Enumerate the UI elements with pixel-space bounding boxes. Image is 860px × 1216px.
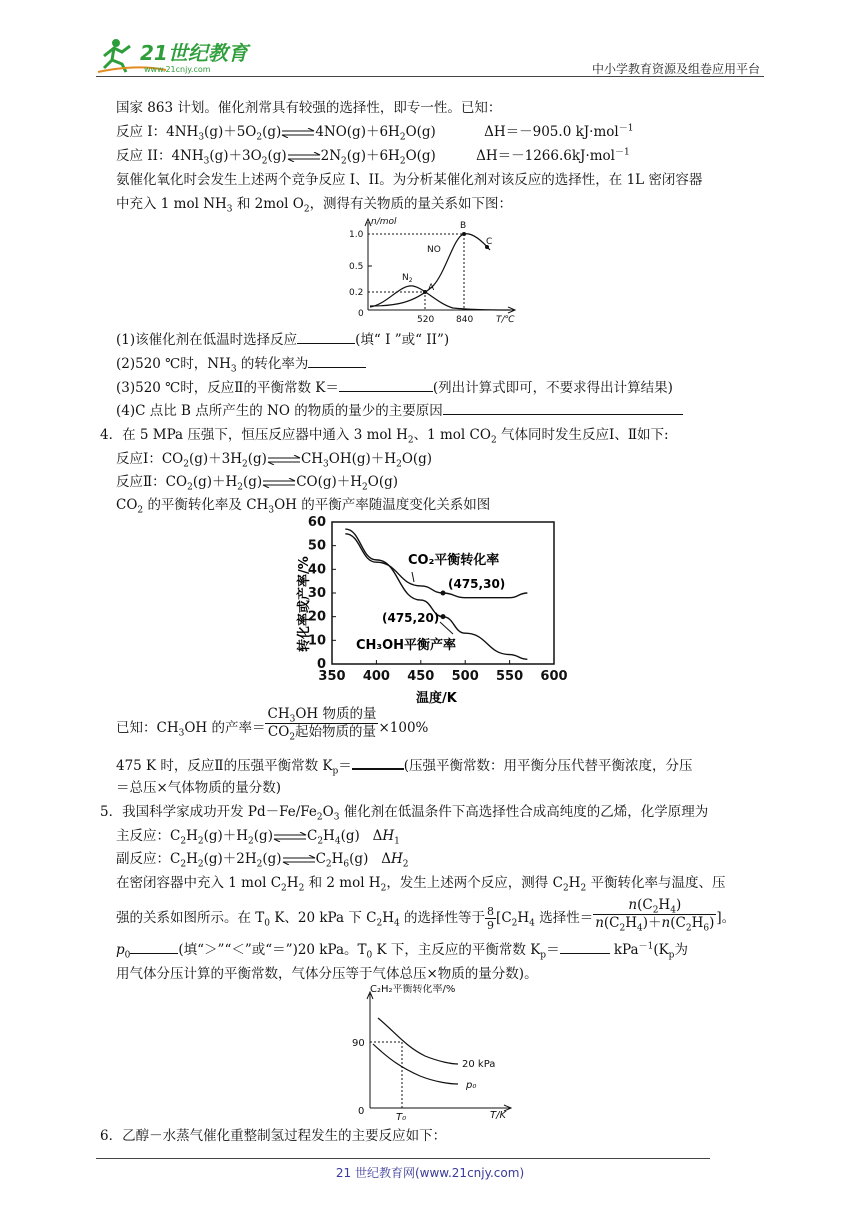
q3-text-2: 中充入 1 mol $NH_3$ 和 2mol $O_2$，测得有关物质的量关系如下图： — [116, 196, 513, 215]
chart-co2-conversion — [290, 512, 580, 708]
x-tick-label: 450 — [407, 669, 435, 684]
label-no: NO — [427, 245, 441, 255]
chart2-ylabel: 转化率或产率/% — [297, 556, 312, 652]
chart2-xlabel: 温度/K — [416, 691, 457, 706]
y-axis — [367, 992, 373, 1108]
footer-text[interactable]: 21 世纪教育网(www.21cnjy.com) — [335, 1166, 525, 1180]
q5-text-4: 用气体分压计算的平衡常数，气体分压等于气体总压×物质的量分数)。 — [116, 966, 538, 982]
q4-question: 475 K 时，反应Ⅱ的压强平衡常数 $K_p=$ (压强平衡常数：用平衡分压代替平衡浓度，分压 — [116, 758, 693, 777]
q5-main-reaction: 主反应：$C_2H_2(g)+H_2(g)$ $C_2H_4(g)$ $\Delta H_1$ — [116, 828, 400, 847]
chart3-series-20kpa-label: 20 kPa — [462, 1059, 496, 1070]
chart2-pt2-label: (475,20) — [382, 611, 440, 625]
q3-intro: 国家 863 计划。催化剂常具有较强的选择性，即专一性。已知： — [116, 100, 502, 116]
q5-line-1: 5．我国科学家成功开发 $Pd-Fe/Fe_2O_3$ 催化剂在低温条件下高选择性合成高纯度的乙烯，化学原理为 — [100, 804, 709, 823]
q3-text-1: 氨催化氧化时会发生上述两个竞争反应 I、II。为分析某催化剂对该反应的选择性，在 1L 密闭容器 — [116, 172, 703, 188]
q3-sub-3: (3)520 ℃时，反应Ⅱ的平衡常数 K＝ (列出计算式即可，不要求得出计算结果) — [116, 380, 673, 396]
x-tick-label: 500 — [451, 669, 479, 684]
q4-desc: $CO_2$ 的平衡转化率及 $CH_3OH$ 的平衡产率随温度变化关系如图 — [116, 497, 491, 516]
x-tick-label: 350 — [318, 669, 346, 684]
equilibrium-arrow-icon — [282, 855, 316, 865]
equilibrium-arrow-icon — [262, 478, 296, 488]
q5-text-3: $p_0$ (填“＞”“＜”或“＝”)20 kPa。$T_0$ K 下，主反应的平衡常数 $K_p= kPa^{-1}(K_p$为 — [116, 941, 688, 961]
chart3-series-p0-label: p₀ — [466, 1080, 477, 1091]
x-tick-label: 550 — [496, 669, 524, 684]
chart1-ytick: 0.2 — [349, 288, 364, 298]
y-axis — [365, 219, 371, 310]
chart1-ytick: 0.5 — [349, 262, 364, 272]
y-tick-label: 10 — [307, 633, 326, 649]
chart1-ytick: 1.0 — [349, 230, 364, 240]
chart3-ylabel: C₂H₂平衡转化率/% — [370, 984, 456, 995]
q5-text-2: 强的关系如图所示。在 $T_0$ K、20 kPa 下 $C_2H_4$ 的选择性等于 $\frac{8}{9}$ [$C_2H_4$ 选择性＝ $\frac{n(C_2H_4)}{n(C_2H_4)+n(C_2H_6)}$ ]。 — [116, 897, 736, 934]
q3-sub-4: (4)C 点比 B 点所产生的 NO 的物质的量少的主要原因 — [116, 402, 683, 420]
y-tick-label: 50 — [307, 538, 326, 554]
chart3-xtick: T₀ — [396, 1112, 407, 1122]
footer-divider — [96, 1158, 710, 1159]
platform-name: 中小学教育资源及组卷应用平台 — [591, 62, 760, 76]
guide-t0 — [370, 1042, 402, 1108]
header-divider — [96, 76, 764, 77]
ch3oh-leader — [440, 622, 453, 634]
chart1-origin: 0 — [358, 309, 364, 319]
q5-text-1: 在密闭容器中充入 1 mol $C_2H_2$ 和 2 mol $H_2$，发生上述两个反应，测得 $C_2H_2$ 平衡转化率与温度、压 — [116, 875, 726, 894]
q3-sub-2: (2)520 ℃时，$NH_3$ 的转化率为 — [116, 355, 366, 373]
chart2-ch3oh-label: CH₃OH平衡产率 — [356, 638, 457, 653]
equilibrium-arrow-icon — [273, 832, 307, 842]
equilibrium-arrow-icon — [287, 152, 321, 162]
chart3-origin: 0 — [358, 1106, 365, 1117]
site-logo — [96, 34, 266, 76]
y-tick-label: 40 — [307, 562, 326, 578]
q4-question-2: ＝总压×气体物质的量分数) — [116, 780, 282, 796]
label-c: C — [486, 237, 493, 247]
y-tick-label: 0 — [316, 657, 326, 672]
q5-side-reaction: 副反应：$C_2H_2(g)+2H_2(g)$ $C_2H_6(g)$ $\Delta H_2$ — [116, 851, 409, 870]
series-20kpa — [378, 1018, 458, 1064]
guide-b — [368, 234, 464, 310]
q4-known: 已知：$CH_3OH$ 的产率＝ $\frac{CH_3OH 物质的量}{CO_2起始物质的量}$ ×100% — [116, 706, 429, 743]
q3-sub-1: (1)该催化剂在低温时选择反应 (填“ I ”或“ II”) — [116, 332, 450, 348]
chart1-ylabel: n/mol — [371, 217, 397, 227]
chart3-ytick: 90 — [352, 1038, 365, 1049]
chart2-co2-label: CO₂平衡转化率 — [408, 553, 500, 568]
chart3-xlabel: T/K — [490, 1110, 507, 1121]
q4-reaction-2: 反应Ⅱ：$CO_2(g)+H_2(g)$ $CO(g)+H_2O(g)$ — [116, 474, 399, 493]
x-tick-label: 600 — [540, 669, 568, 684]
q3-reaction-2: 反应 II：$4NH_3(g)+3O_2(g)$ $2N_2(g)+6H_2O(g)$ ΔH＝－1266.6kJ·mol$^{-1}$ — [116, 147, 630, 167]
q6-line: 6．乙醇－水蒸气催化重整制氢过程发生的主要反应如下： — [100, 1128, 447, 1144]
label-n2: $N_2$ — [402, 273, 413, 284]
label-a: A — [428, 283, 435, 293]
point-b — [462, 232, 466, 236]
logo-url: www.21cnjy.com — [144, 65, 211, 74]
y-tick-label: 30 — [307, 586, 326, 601]
point-a — [423, 290, 427, 294]
chart-nh3-oxidation — [338, 214, 528, 326]
q4-reaction-1: 反应Ⅰ：$CO_2(g)+3H_2(g)$ $CH_3OH(g)+H_2O(g)$ — [116, 451, 433, 470]
x-tick-label: 400 — [362, 669, 390, 684]
point-475-30 — [441, 591, 446, 596]
series-n2 — [370, 286, 510, 310]
y-tick-label: 20 — [307, 609, 326, 625]
guide-a — [368, 292, 425, 310]
point-475-20 — [441, 614, 446, 619]
label-b: B — [460, 221, 467, 231]
chart1-xtick: 520 — [417, 315, 435, 325]
q4-line-1: 4．在 5 MPa 压强下，恒压反应器中通入 3 mol $H_2$、1 mol $CO_2$ 气体同时发生反应Ⅰ、Ⅱ如下: — [100, 427, 669, 446]
q3-reaction-1: 反应 I：$4NH_3(g)+5O_2(g)$ $4NO(g)+6H_2O(g)$ ΔH＝－905.0 kJ·mol$^{-1}$ — [116, 123, 634, 143]
co2-leader — [412, 572, 414, 582]
equilibrium-arrow-icon — [267, 455, 301, 465]
chart1-xtick: 840 — [456, 315, 474, 325]
y-tick-label: 60 — [307, 515, 326, 530]
chart2-pt1-label: (475,30) — [448, 577, 506, 591]
chart1-xlabel: T/℃ — [496, 315, 515, 325]
logo-text: 21世纪教育 — [140, 41, 248, 65]
chart-c2h2-conversion — [340, 984, 520, 1122]
equilibrium-arrow-icon — [281, 128, 315, 138]
